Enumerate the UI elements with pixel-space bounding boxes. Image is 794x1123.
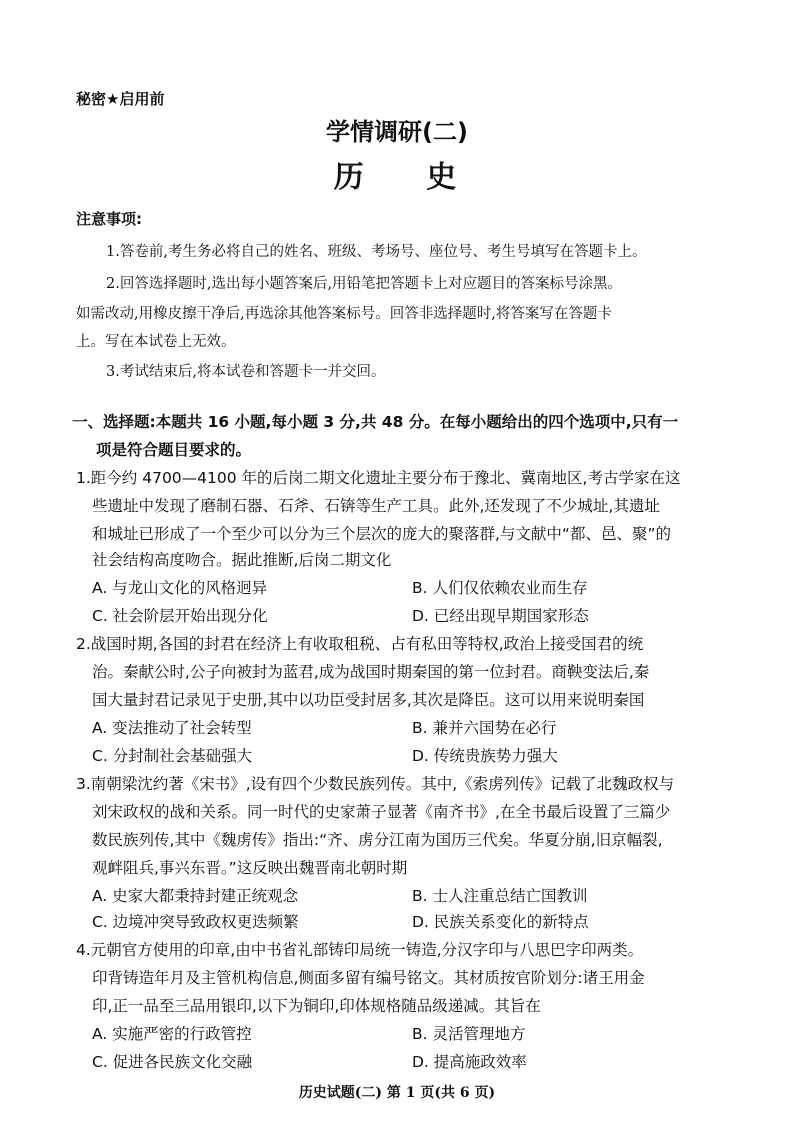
question-1-line: 1.距今约 4700—4100 年的后岗二期文化遗址主要分布于豫北、冀南地区,考古学家在这 [76,469,681,487]
notice-line: 1.答卷前,考生务必将自己的姓名、班级、考场号、座位号、考生号填写在答题卡上。 [106,244,647,260]
question-4-option-b[interactable]: B. 灵活管理地方 [412,1025,526,1043]
question-3-option-d[interactable]: D. 民族关系变化的新特点 [412,913,589,931]
question-3-option-b[interactable]: B. 士人注重总结亡国教训 [412,887,588,905]
question-1-option-b[interactable]: B. 人们仅依赖农业而生存 [412,579,588,597]
question-1-option-d[interactable]: D. 已经出现早期国家形态 [412,607,589,625]
question-2-line: 治。秦献公时,公子向被封为蓝君,成为战国时期秦国的第一位封君。商鞅变法后,秦 [92,663,650,681]
question-3-line: 数民族列传,其中《魏虏传》指出:“齐、虏分江南为国历三代矣。华夏分崩,旧京幅裂, [92,831,663,849]
question-3-option-c[interactable]: C. 边境冲突导致政权更迭频繁 [92,913,299,931]
question-1-line: 和城址已形成了一个至少可以分为三个层次的庞大的聚落群,与文献中“都、邑、聚”的 [92,525,671,543]
question-4-option-d[interactable]: D. 提高施政效率 [412,1053,527,1071]
question-1-line: 社会结构高度吻合。据此推断,后岗二期文化 [92,551,392,569]
notice-line: 如需改动,用橡皮擦干净后,再选涂其他答案标号。回答非选择题时,将答案写在答题卡 [76,306,612,322]
question-3-line: 刘宋政权的战和关系。同一时代的史家萧子显著《南齐书》,在全书最后设置了三篇少 [92,803,671,821]
question-2-option-a[interactable]: A. 变法推动了社会转型 [92,719,252,737]
section-heading: 一、选择题:本题共 16 小题,每小题 3 分,共 48 分。在每小题给出的四个选项中,只有一 [72,413,679,431]
notice-line: 2.回答选择题时,选出每小题答案后,用铅笔把答题卡上对应题目的答案标号涂黑。 [106,276,623,292]
question-1-option-c[interactable]: C. 社会阶层开始出现分化 [92,607,268,625]
section-heading: 项是符合题目要求的。 [96,441,252,459]
question-4-line: 印背铸造年月及主管机构信息,侧面多留有编号铭文。其材质按官阶划分:诸王用金 [92,969,645,987]
question-2-line: 国大量封君记录见于史册,其中以功臣受封居多,其次是降臣。这可以用来说明秦国 [92,691,645,709]
question-2-line: 2.战国时期,各国的封君在经济上有收取租税、占有私田等特权,政治上接受国君的统 [76,635,644,653]
question-2-option-b[interactable]: B. 兼并六国势在必行 [412,719,557,737]
secret-mark: 秘密★启用前 [76,90,165,108]
question-3-option-a[interactable]: A. 史家大都秉持封建正统观念 [92,887,299,905]
subject-title: 历 史 [333,160,483,195]
question-2-option-c[interactable]: C. 分封制社会基础强大 [92,747,253,765]
notice-line: 3.考试结束后,将本试卷和答题卡一并交回。 [106,364,386,380]
question-3-line: 观衅阻兵,事兴东晋。”这反映出魏晋南北朝时期 [92,859,408,877]
exam-title: 学情调研(二) [326,118,468,146]
question-4-option-a[interactable]: A. 实施严密的行政管控 [92,1025,252,1043]
page-footer: 历史试题(二) 第 1 页(共 6 页) [298,1085,496,1101]
question-1-option-a[interactable]: A. 与龙山文化的风格迥异 [92,579,268,597]
question-4-option-c[interactable]: C. 促进各民族文化交融 [92,1053,253,1071]
question-2-option-d[interactable]: D. 传统贵族势力强大 [412,747,558,765]
notice-heading: 注意事项: [76,210,142,228]
notice-line: 上。写在本试卷上无效。 [76,334,236,350]
question-4-line: 印,正一品至三品用银印,以下为铜印,印体规格随品级递减。其旨在 [92,997,541,1015]
question-1-line: 些遗址中发现了磨制石器、石斧、石锛等生产工具。此外,还发现了不少城址,其遗址 [92,497,660,515]
question-3-line: 3.南朝梁沈约著《宋书》,设有四个少数民族列传。其中,《索虏列传》记载了北魏政权与 [76,775,675,793]
question-4-line: 4.元朝官方使用的印章,由中书省礼部铸印局统一铸造,分汉字印与八思巴字印两类。 [76,941,644,959]
